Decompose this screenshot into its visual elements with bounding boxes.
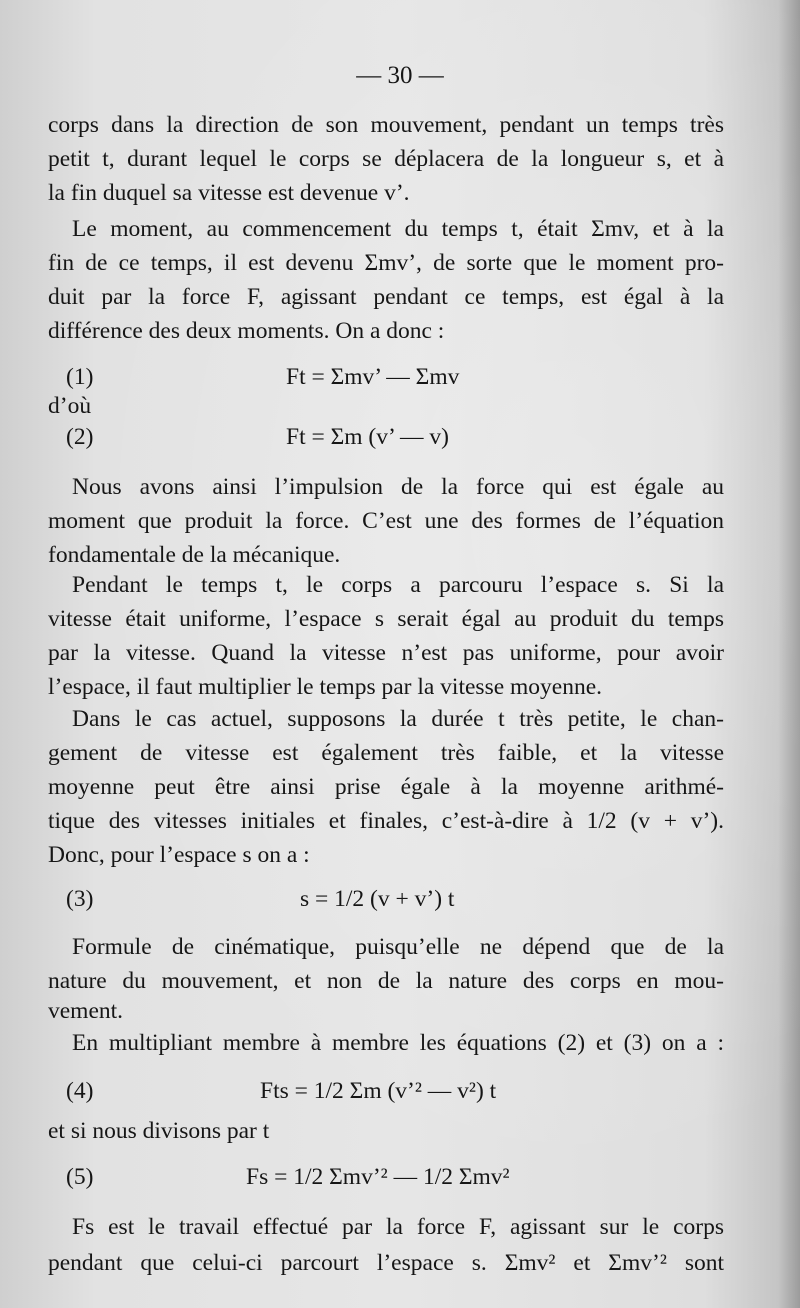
text-line: la fin duquel sa vitesse est devenue v’. — [48, 180, 410, 206]
text-line: petit t, durant lequel le corps se déplacera de la longueur s, et à — [48, 146, 724, 172]
page-edge-shadow — [778, 0, 800, 1308]
text-line: et si nous divisons par t — [48, 1118, 270, 1144]
text-line: moment que produit la force. C’est une des formes de l’équation — [48, 508, 724, 534]
text-line: duit par la force F, agissant pendant ce temps, est égal à la — [48, 284, 724, 310]
text-line: fin de ce temps, il est devenu Σmv’, de sorte que le moment pro- — [48, 250, 724, 276]
text-line: Fs est le travail effectué par la force F, agissant sur le corps — [72, 1214, 724, 1240]
text-line: tique des vitesses initiales et finales, c’est-à-dire à 1/2 (v + v’). — [48, 808, 724, 834]
equation-2: Ft = Σm (v’ — v) — [286, 424, 449, 450]
equation-3: s = 1/2 (v + v’) t — [300, 886, 455, 912]
page-number: — 30 — — [356, 62, 444, 89]
text-line: fondamentale de la mécanique. — [48, 542, 341, 568]
text-line: vement. — [48, 998, 124, 1024]
equation-5: Fs = 1/2 Σmv’² — 1/2 Σmv² — [246, 1164, 510, 1190]
text-line: moyenne peut être ainsi prise égale à la moyenne arithmé- — [48, 774, 724, 800]
equation-label: (2) — [66, 424, 94, 450]
equation-1: Ft = Σmv’ — Σmv — [286, 364, 460, 390]
text-line: d’où — [48, 393, 92, 419]
text-line: gement de vitesse est également très faible, et la vitesse — [48, 740, 724, 766]
text-line: Nous avons ainsi l’impulsion de la force qui est égale au — [72, 474, 724, 500]
text-line: nature du mouvement, et non de la nature des corps en mou- — [48, 968, 724, 994]
equation-label: (3) — [66, 886, 94, 912]
text-line: Pendant le temps t, le corps a parcouru l’espace s. Si la — [72, 572, 724, 598]
equation-label: (1) — [66, 364, 94, 390]
text-line: corps dans la direction de son mouvement, pendant un temps très — [48, 112, 724, 138]
equation-label: (5) — [66, 1164, 94, 1190]
text-line: l’espace, il faut multiplier le temps par la vitesse moyenne. — [48, 674, 603, 700]
text-line: pendant que celui-ci parcourt l’espace s. Σmv² et Σmv’² sont — [48, 1250, 724, 1276]
text-line: différence des deux moments. On a donc : — [48, 318, 445, 344]
text-line: Dans le cas actuel, supposons la durée t très petite, le chan- — [72, 706, 724, 732]
text-line: Formule de cinématique, puisqu’elle ne dépend que de la — [72, 934, 724, 960]
equation-4: Fts = 1/2 Σm (v’² — v²) t — [260, 1078, 497, 1104]
text-line: vitesse était uniforme, l’espace s serait égal au produit du temps — [48, 606, 724, 632]
equation-label: (4) — [66, 1078, 94, 1104]
text-line: Le moment, au commencement du temps t, était Σmv, et à la — [72, 216, 724, 242]
text-line: Donc, pour l’espace s on a : — [48, 842, 310, 868]
text-line: par la vitesse. Quand la vitesse n’est pas uniforme, pour avoir — [48, 640, 724, 666]
text-line: En multipliant membre à membre les équations (2) et (3) on a : — [72, 1030, 724, 1056]
